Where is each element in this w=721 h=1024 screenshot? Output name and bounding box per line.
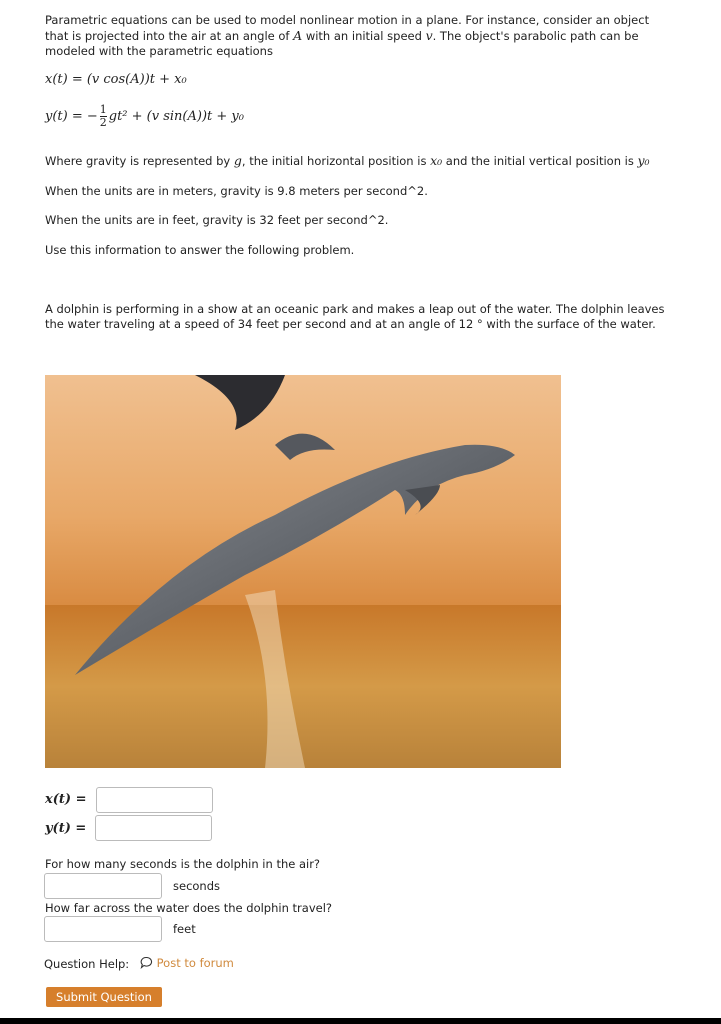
intro-paragraph: Parametric equations can be used to model nonlinear motion in a plane. For instance, consider an object that is projected into the air at an angle of A with an initial speed v. The object's parabolic path can be modeled with the parametric equations: [45, 13, 650, 58]
feet-text: When the units are in feet, gravity is 32 feet per second^2.: [45, 213, 389, 227]
problem-text: A dolphin is performing in a show at an oceanic park and makes a leap out of the water. The dolphin leaves the water traveling at a speed of 34 feet per second and at an angle of 12 ° with the surface of the water.: [45, 302, 665, 331]
seconds-unit: seconds: [173, 879, 221, 893]
x-answer-label: x(t) =: [45, 792, 87, 807]
y-answer-input[interactable]: [95, 815, 212, 841]
feet-unit: feet: [173, 922, 196, 936]
meters-text: When the units are in meters, gravity is 9.8 meters per second^2.: [45, 184, 428, 198]
gravity-text: Where gravity is represented by g, the initial horizontal position is x₀ and the initial vertical position is y₀: [45, 153, 650, 168]
speech-bubble-icon: [140, 956, 153, 969]
bottom-bar: [0, 1018, 721, 1024]
equation-x: x(t) = (v cos(A))t + x₀: [45, 72, 187, 87]
x-answer-input[interactable]: [96, 787, 213, 813]
dolphin-photo: [45, 375, 561, 768]
seconds-question: For how many seconds is the dolphin in the air?: [45, 857, 321, 871]
distance-input[interactable]: [44, 916, 162, 942]
equation-y: y(t) = − $\frac{1}{2}$ gt² + (v sin(A))t + y₀: [45, 103, 244, 129]
question-help-label: Question Help:: [44, 957, 130, 971]
distance-question: How far across the water does the dolphin travel?: [45, 901, 333, 915]
submit-question-button[interactable]: Submit Question: [46, 987, 162, 1007]
y-answer-label: y(t) =: [45, 821, 87, 836]
use-text: Use this information to answer the following problem.: [45, 243, 355, 257]
seconds-input[interactable]: [44, 873, 162, 899]
post-to-forum-link[interactable]: Post to forum: [140, 956, 234, 970]
